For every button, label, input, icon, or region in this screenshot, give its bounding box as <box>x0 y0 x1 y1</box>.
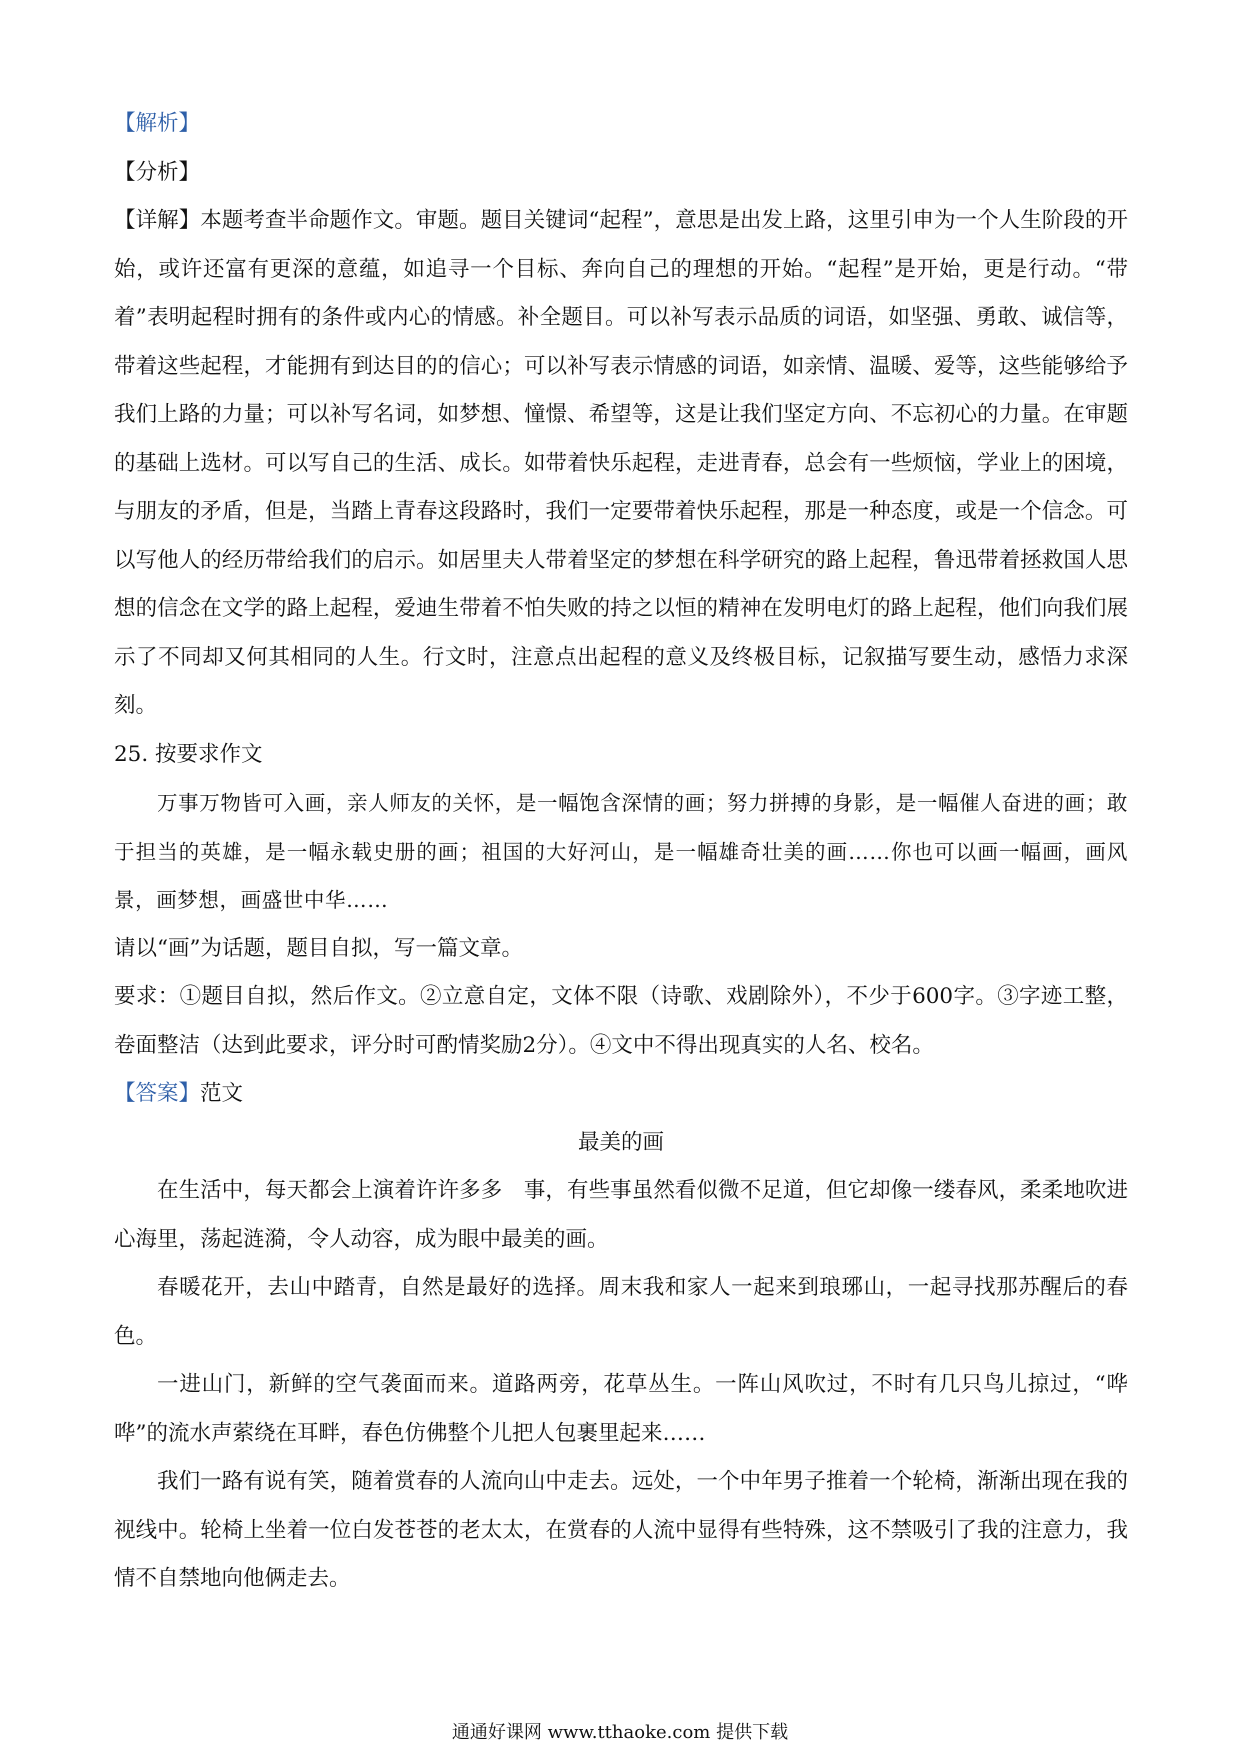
detail-text: 本题考查半命题作文。审题。题目关键词“起程”，意思是出发上路，这里引申为一个人生阶段的开始，或许还富有更深的意蕴，如追寻一个目标、奔向自己的理想的开始。“起程”是开始，更是行动。“带着”表明起程时拥有的条件或内心的情感。补全题目。可以补写表示品质的词语，如坚强、勇敢、诚信等，带着这些起程，才能拥有到达目的的信心；可以补写表示情感的词语，如亲情、温暖、爱等，这些能够给予我们上路的力量；可以补写名词，如梦想、憧憬、希望等，这是让我们坚定方向、不忘初心的力量。在审题的基础上选材。可以写自己的生活、成长。如带着快乐起程，走进青春，总会有一些烦恼，学业上的困境，与朋友的矛盾，但是，当踏上青春这段路时，我们一定要带着快乐起程，那是一种态度，或是一个信念。可以写他人的经历带给我们的启示。如居里夫人带着坚定的梦想在科学研究的路上起程，鲁迅带着拯救国人思想的信念在文学的路上起程，爱迪生带着不怕失败的持之以恒的精神在发明电灯的路上起程，他们向我们展示了不同却又何其相同的人生。行文时，注意点出起程的意义及终极目标，记叙描写要生动，感悟力求深刻。 <box>114 208 1128 718</box>
essay-paragraph-4: 我们一路有说有笑，随着赏春的人流向山中走去。远处，一个中年男子推着一个轮椅，渐渐出现在我的视线中。轮椅上坐着一位白发苍苍的老太太，在赏春的人流中显得有些特殊，这不禁吸引了我的注意力，我情不自禁地向他俩走去。 <box>114 1469 1128 1591</box>
question-requirements: 要求：①题目自拟，然后作文。②立意自定，文体不限（诗歌、戏剧除外），不少于600字。③字迹工整，卷面整洁（达到此要求，评分时可酌情奖励2分）。④文中不得出现真实的人名、校名。 <box>114 984 1128 1058</box>
essay-title: 最美的画 <box>577 1129 664 1155</box>
question-prompt: 请以“画”为话题，题目自拟，写一篇文章。 <box>114 935 523 961</box>
page-footer: 通通好课网 www.tthaoke.com 提供下载 <box>451 1722 789 1743</box>
essay-paragraph-1: 在生活中，每天都会上演着许许多多 事，有些事虽然看似微不足道，但它却像一缕春风，柔柔地吹进心海里，荡起涟漪，令人动容，成为眼中最美的画。 <box>114 1178 1128 1252</box>
essay-paragraph-3: 一进山门，新鲜的空气袭面而来。道路两旁，花草丛生。一阵山风吹过，不时有几只鸟儿掠过，“哗哗”的流水声萦绕在耳畔，春色仿佛整个儿把人包裹里起来…… <box>114 1372 1128 1446</box>
detail-paragraph <box>114 197 1128 731</box>
analysis-subheading: 【分析】 <box>114 159 201 185</box>
question-title: 25. 按要求作文 <box>114 741 263 767</box>
answer-line <box>114 1070 1128 1119</box>
question-material: 万事万物皆可入画，亲人师友的关怀，是一幅饱含深情的画；努力拼搏的身影，是一幅催人奋进的画；敢于担当的英雄，是一幅永载史册的画；祖国的大好河山，是一幅雄奇壮美的画……你也可以画一幅画，画风景，画梦想，画盛世中华…… <box>114 791 1128 912</box>
detail-tag: 【详解】 <box>114 208 201 233</box>
essay-paragraph-2: 春暖花开，去山中踏青，自然是最好的选择。周末我和家人一起来到琅琊山，一起寻找那苏醒后的春色。 <box>114 1275 1128 1349</box>
answer-label: 范文 <box>200 1081 244 1106</box>
answer-tag: 【答案】 <box>114 1081 201 1106</box>
analysis-heading: 【解析】 <box>114 111 201 136</box>
document-page <box>114 100 1128 1604</box>
